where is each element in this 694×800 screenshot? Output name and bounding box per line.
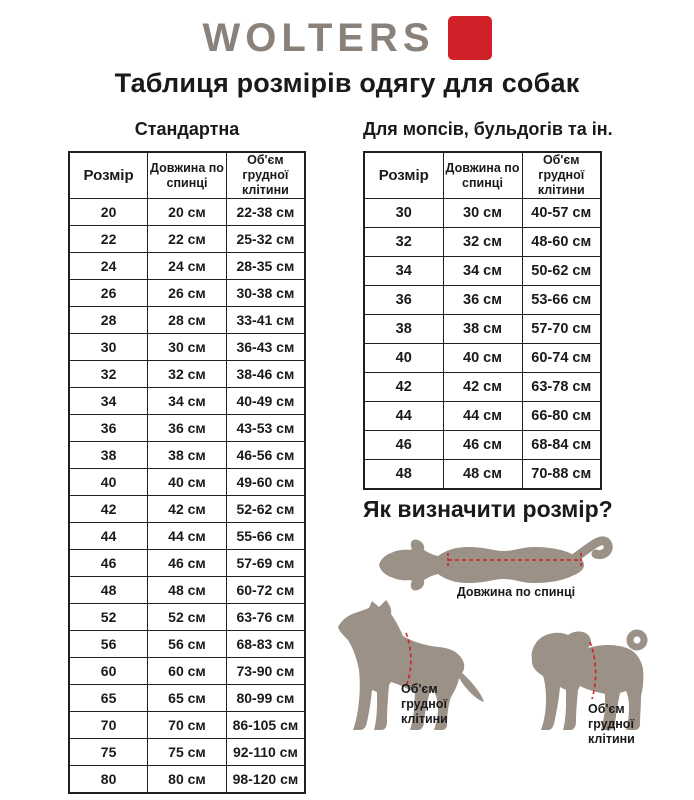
table-cell: 38 (364, 315, 443, 344)
column-header-size: Розмір (69, 152, 148, 199)
table-cell: 34 (364, 257, 443, 286)
table-cell: 36 см (148, 415, 227, 442)
table-cell: 28 см (148, 307, 227, 334)
table-cell: 57-69 см (226, 550, 305, 577)
table-header-row (364, 152, 601, 199)
table-cell: 53-66 см (522, 286, 601, 315)
table-row (364, 431, 601, 460)
table-cell: 30 см (148, 334, 227, 361)
table-cell: 68-83 см (226, 631, 305, 658)
table-cell: 75 (69, 739, 148, 766)
table-cell: 48 см (443, 460, 522, 490)
table-row (69, 550, 305, 577)
column-header-back-length: Довжина по спинці (443, 152, 522, 199)
table-cell: 48 (364, 460, 443, 490)
table-row (69, 496, 305, 523)
table-cell: 42 (364, 373, 443, 402)
table-cell: 65 см (148, 685, 227, 712)
pug-table-body (364, 199, 601, 490)
table-row (364, 315, 601, 344)
table-cell: 46 см (148, 550, 227, 577)
table-cell: 98-120 см (226, 766, 305, 794)
table-cell: 42 см (148, 496, 227, 523)
table-row (364, 460, 601, 490)
table-cell: 42 см (443, 373, 522, 402)
table-cell: 30 (69, 334, 148, 361)
table-cell: 22 см (148, 226, 227, 253)
table-cell: 25-32 см (226, 226, 305, 253)
table-cell: 28-35 см (226, 253, 305, 280)
table-cell: 63-78 см (522, 373, 601, 402)
chest-label-dog: Об'єм грудної клітини (401, 682, 448, 726)
table-cell: 38 (69, 442, 148, 469)
table-cell: 30 (364, 199, 443, 228)
table-row (69, 685, 305, 712)
table-row (69, 577, 305, 604)
brand-logo-square-icon (448, 16, 492, 60)
table-cell: 55-66 см (226, 523, 305, 550)
table-cell: 42 (69, 496, 148, 523)
standard-table-title: Стандартна (134, 119, 240, 139)
table-cell: 20 (69, 199, 148, 226)
pug-size-table (363, 151, 602, 490)
table-cell: 40 (364, 344, 443, 373)
table-row (69, 307, 305, 334)
table-row (69, 523, 305, 550)
table-cell: 60 (69, 658, 148, 685)
table-cell: 80 (69, 766, 148, 794)
table-cell: 44 см (443, 402, 522, 431)
table-cell: 34 см (443, 257, 522, 286)
standard-size-table (68, 151, 306, 794)
table-cell: 36 (69, 415, 148, 442)
table-cell: 43-53 см (226, 415, 305, 442)
table-cell: 22-38 см (226, 199, 305, 226)
table-cell: 44 (69, 523, 148, 550)
table-row (69, 226, 305, 253)
table-cell: 28 (69, 307, 148, 334)
table-row (364, 286, 601, 315)
table-cell: 48 см (148, 577, 227, 604)
table-cell: 36-43 см (226, 334, 305, 361)
table-cell: 68-84 см (522, 431, 601, 460)
table-cell: 24 (69, 253, 148, 280)
table-cell: 80-99 см (226, 685, 305, 712)
table-cell: 52-62 см (226, 496, 305, 523)
pug-curled-tail (630, 633, 644, 647)
table-cell: 48-60 см (522, 228, 601, 257)
column-header-chest: Об'єм грудної клітини (522, 152, 601, 199)
table-cell: 73-90 см (226, 658, 305, 685)
page-title: Таблиця розмірів одягу для собак (114, 68, 580, 98)
table-cell: 22 (69, 226, 148, 253)
table-row (69, 415, 305, 442)
table-cell: 38-46 см (226, 361, 305, 388)
table-cell: 26 (69, 280, 148, 307)
table-cell: 65 (69, 685, 148, 712)
table-row (364, 257, 601, 286)
table-cell: 40 (69, 469, 148, 496)
table-cell: 32 см (148, 361, 227, 388)
table-row (69, 712, 305, 739)
table-cell: 38 см (443, 315, 522, 344)
table-cell: 70-88 см (522, 460, 601, 490)
table-cell: 40 см (443, 344, 522, 373)
table-cell: 60 см (148, 658, 227, 685)
table-header-row (69, 152, 305, 199)
standard-table-body (69, 199, 305, 794)
table-row (69, 280, 305, 307)
table-cell: 92-110 см (226, 739, 305, 766)
table-cell: 32 (364, 228, 443, 257)
table-cell: 66-80 см (522, 402, 601, 431)
table-row (364, 373, 601, 402)
table-cell: 26 см (148, 280, 227, 307)
table-cell: 24 см (148, 253, 227, 280)
pug-size-section (363, 116, 613, 490)
table-row (364, 344, 601, 373)
table-row (69, 442, 305, 469)
column-header-back-length: Довжина по спинці (148, 152, 227, 199)
table-cell: 32 см (443, 228, 522, 257)
table-cell: 44 см (148, 523, 227, 550)
table-cell: 46 см (443, 431, 522, 460)
table-row (69, 631, 305, 658)
table-cell: 36 см (443, 286, 522, 315)
table-cell: 34 (69, 388, 148, 415)
table-cell: 48 (69, 577, 148, 604)
table-row (364, 402, 601, 431)
table-cell: 50-62 см (522, 257, 601, 286)
pug-table-header (364, 152, 601, 199)
table-cell: 30-38 см (226, 280, 305, 307)
brand-name: WOLTERS (202, 16, 435, 60)
pug-table-title: Для мопсів, бульдогів та ін. (363, 119, 613, 139)
table-cell: 36 (364, 286, 443, 315)
table-cell: 40 см (148, 469, 227, 496)
table-row (364, 228, 601, 257)
table-row (69, 469, 305, 496)
table-row (364, 199, 601, 228)
standard-size-section (68, 116, 306, 794)
table-cell: 80 см (148, 766, 227, 794)
chest-label-pug: Об'єм грудної клітини (588, 702, 635, 746)
table-cell: 34 см (148, 388, 227, 415)
table-cell: 49-60 см (226, 469, 305, 496)
table-cell: 40-49 см (226, 388, 305, 415)
table-cell: 86-105 см (226, 712, 305, 739)
table-cell: 20 см (148, 199, 227, 226)
table-row (69, 199, 305, 226)
guide-title: Як визначити розмір? (363, 496, 613, 522)
table-cell: 63-76 см (226, 604, 305, 631)
table-cell: 52 (69, 604, 148, 631)
table-cell: 32 (69, 361, 148, 388)
table-cell: 46-56 см (226, 442, 305, 469)
brand-logo (0, 16, 694, 60)
table-cell: 60-72 см (226, 577, 305, 604)
table-cell: 52 см (148, 604, 227, 631)
table-cell: 70 см (148, 712, 227, 739)
table-row (69, 766, 305, 794)
table-cell: 70 (69, 712, 148, 739)
table-cell: 40-57 см (522, 199, 601, 228)
column-header-chest: Об'єм грудної клітини (226, 152, 305, 199)
standard-table-header (69, 152, 305, 199)
table-row (69, 604, 305, 631)
table-row (69, 334, 305, 361)
table-row (69, 658, 305, 685)
table-cell: 46 (69, 550, 148, 577)
column-header-size: Розмір (364, 152, 443, 199)
table-cell: 46 (364, 431, 443, 460)
table-row (69, 388, 305, 415)
table-cell: 57-70 см (522, 315, 601, 344)
table-row (69, 361, 305, 388)
table-row (69, 253, 305, 280)
back-length-label: Довжина по спинці (456, 585, 576, 599)
table-cell: 56 см (148, 631, 227, 658)
table-cell: 33-41 см (226, 307, 305, 334)
table-row (69, 739, 305, 766)
table-cell: 56 (69, 631, 148, 658)
table-cell: 44 (364, 402, 443, 431)
table-cell: 38 см (148, 442, 227, 469)
table-cell: 60-74 см (522, 344, 601, 373)
table-cell: 30 см (443, 199, 522, 228)
table-cell: 75 см (148, 739, 227, 766)
